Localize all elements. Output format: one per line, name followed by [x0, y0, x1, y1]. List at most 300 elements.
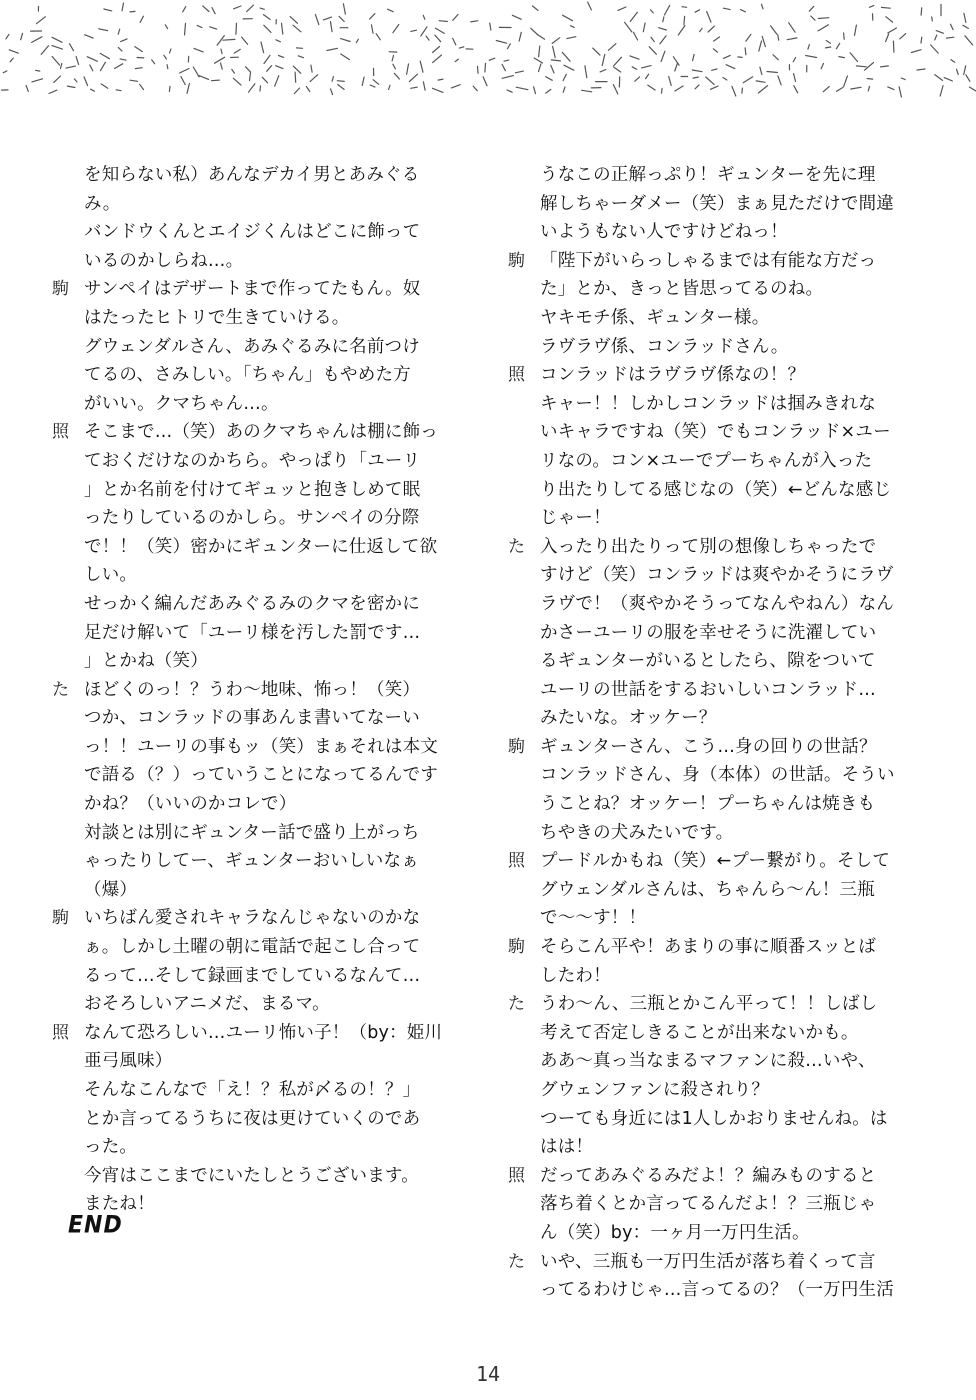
text-line: うことね？オッケー！プーちゃんは焼きも [540, 794, 876, 815]
pattern-dash [181, 77, 185, 85]
speaker-mark: 照 [52, 422, 69, 443]
pattern-dash [762, 37, 765, 47]
text-line: で語る（？）っていうことになってるんです [84, 765, 438, 786]
text-line: ん（笑）by：一ヶ月一万円生活。 [540, 1222, 810, 1243]
pattern-dash [194, 48, 203, 52]
text-line: た」とか、きっと皆思ってるのね。 [540, 279, 824, 300]
pattern-dash [407, 64, 409, 74]
pattern-dash [197, 25, 202, 27]
pattern-dash [338, 85, 344, 90]
pattern-dash [818, 25, 828, 31]
pattern-dash [120, 59, 126, 60]
text-line: で～～す！！ [540, 908, 647, 929]
text-line: したわ！ [540, 965, 611, 986]
pattern-dash [421, 27, 427, 36]
pattern-dash [236, 23, 237, 34]
pattern-dash [538, 35, 545, 39]
pattern-dash [116, 90, 121, 91]
text-line: り出たりしてる感じなの（笑）←どんな感じ [540, 479, 892, 500]
pattern-dash [373, 80, 379, 85]
pattern-dash [844, 33, 845, 39]
text-line: だってあみぐるみだよ！？編みものすると [540, 1165, 877, 1186]
pattern-dash [130, 11, 135, 12]
pattern-dash [67, 86, 75, 87]
pattern-dash [888, 87, 894, 90]
pattern-dash [341, 39, 351, 42]
pattern-dash [455, 59, 458, 62]
dialogue-block [508, 533, 928, 733]
pattern-dash [212, 8, 215, 14]
pattern-dash [723, 78, 727, 81]
pattern-dash [771, 26, 777, 34]
pattern-dash [10, 58, 13, 62]
pattern-dash [844, 76, 848, 87]
pattern-dash [563, 74, 566, 80]
dialogue-block [52, 161, 472, 218]
pattern-dash [762, 4, 764, 9]
pattern-dash [135, 68, 142, 69]
text-line: 対談とは別にギュンター話で盛り上がっち [84, 822, 420, 843]
page-number: 14 [475, 1362, 501, 1386]
dialogue-block [508, 247, 928, 361]
pattern-dash [660, 36, 666, 44]
pattern-dash [356, 39, 358, 42]
pattern-dash [293, 25, 301, 32]
text-line: つか、コンラッドの事あんま書いてなーい [84, 708, 420, 729]
pattern-dash [389, 85, 390, 89]
text-line: ギュンターさん、こう…身の回りの世話？ [540, 736, 877, 757]
pattern-dash [851, 87, 861, 89]
pattern-dash [532, 6, 538, 10]
pattern-dash [712, 69, 717, 70]
pattern-dash [332, 77, 333, 82]
text-line: ておくだけなのかちら。やっぱり「ユーリ [84, 450, 421, 471]
pattern-dash [459, 47, 463, 48]
pattern-dash [165, 25, 167, 29]
pattern-dash [21, 33, 23, 39]
pattern-dash [32, 37, 42, 43]
dialogue-block [508, 733, 928, 847]
text-line: 解しちゃーダメー（笑）まぁ見ただけで間違 [540, 193, 894, 214]
pattern-dash [935, 75, 943, 81]
pattern-dash [193, 67, 199, 77]
pattern-dash [393, 64, 396, 69]
pattern-dash [946, 37, 954, 38]
pattern-dash [808, 45, 810, 50]
end-mark: END [68, 1211, 123, 1240]
pattern-dash [167, 65, 168, 69]
pattern-dash [341, 54, 350, 60]
text-line: グウェンダルさん、あみぐるみに名前つけ [84, 336, 420, 357]
pattern-dash [260, 8, 264, 9]
pattern-dash [693, 54, 695, 60]
speaker-mark: 駒 [508, 250, 525, 271]
pattern-dash [931, 45, 939, 53]
pattern-dash [935, 35, 937, 40]
pattern-dash [684, 16, 685, 24]
pattern-dash [663, 17, 664, 22]
pattern-dash [54, 76, 61, 82]
pattern-dash [632, 67, 637, 70]
pattern-dash [242, 37, 248, 44]
pattern-dash [263, 15, 270, 20]
pattern-dash [695, 10, 700, 12]
pattern-dash [392, 56, 393, 61]
pattern-dash [936, 31, 943, 34]
text-line: ゃったりしてー、ギュンターおいしいなぁ [84, 851, 419, 872]
pattern-dash [608, 44, 616, 51]
pattern-dash [279, 56, 284, 58]
pattern-dash [311, 65, 312, 72]
pattern-dash [969, 87, 976, 91]
pattern-dash [409, 74, 417, 81]
text-line: またね！ [84, 1194, 155, 1215]
pattern-dash [420, 61, 423, 72]
dialogue-block [52, 1019, 472, 1219]
text-line: るって…そして録画までしているなんて… [84, 965, 421, 986]
pattern-dash [370, 85, 375, 87]
pattern-dash [478, 66, 479, 73]
pattern-dash [756, 81, 765, 82]
pattern-dash [692, 70, 702, 72]
pattern-dash [388, 9, 394, 12]
pattern-dash [84, 77, 88, 86]
pattern-dash [893, 41, 894, 52]
pattern-dash [362, 77, 364, 85]
pattern-dash [850, 53, 857, 62]
pattern-dash [811, 16, 815, 20]
pattern-dash [453, 38, 456, 45]
text-line: はたったヒトリで生きていける。 [84, 307, 350, 328]
header-dash-pattern [0, 0, 976, 100]
pattern-dash [411, 87, 418, 88]
pattern-dash [394, 73, 399, 79]
dialogue-block [52, 676, 472, 905]
pattern-dash [36, 70, 40, 71]
pattern-dash [215, 57, 225, 63]
pattern-dash [899, 87, 901, 97]
pattern-dash [823, 87, 829, 92]
pattern-dash [199, 76, 209, 80]
left-column [52, 161, 472, 1219]
pattern-dash [669, 77, 672, 86]
pattern-dash [435, 28, 444, 33]
pattern-dash [723, 8, 730, 9]
pattern-dash [246, 67, 250, 72]
pattern-dash [818, 18, 829, 19]
pattern-dash [826, 41, 830, 44]
pattern-dash [613, 85, 618, 94]
pattern-dash [921, 37, 922, 43]
pattern-dash [551, 65, 554, 73]
pattern-dash [651, 37, 654, 41]
pattern-dash [564, 65, 574, 70]
pattern-dash [614, 57, 622, 66]
pattern-dash [741, 10, 746, 12]
dialogue-block [52, 418, 472, 675]
dialogue-block [508, 361, 928, 533]
text-line: 足だけ解いて「ユーリ様を汚した罰です… [84, 622, 421, 643]
pattern-dash [966, 75, 970, 81]
text-line: グウェンファンに殺されり？ [540, 1080, 770, 1100]
text-line: キャー！！しかしコンラッドは掴みきれな [540, 393, 876, 414]
speaker-mark: 駒 [52, 279, 69, 300]
pattern-dash [90, 65, 93, 71]
pattern-dash [393, 25, 399, 33]
pattern-dash [232, 69, 235, 73]
pattern-dash [837, 88, 843, 92]
speaker-mark: 照 [508, 851, 525, 872]
pattern-dash [726, 65, 735, 69]
pattern-dash [298, 56, 303, 58]
text-line: いるのかしらね…。 [84, 250, 244, 271]
pattern-dash [534, 58, 542, 63]
pattern-dash [881, 66, 889, 67]
pattern-dash [932, 17, 933, 21]
pattern-dash [140, 84, 144, 89]
pattern-dash [76, 57, 79, 65]
pattern-dash [855, 25, 857, 35]
pattern-dash [951, 24, 954, 29]
pattern-dash [275, 76, 279, 87]
text-line: そんなこんなで「え！？私が〆るの！？」 [84, 1080, 421, 1100]
pattern-dash [794, 86, 798, 93]
text-line: グウェンダルさんは、ちゃんら～ん！三瓶 [540, 879, 875, 900]
right-column [508, 161, 928, 1305]
dialogue-block [508, 933, 928, 990]
pattern-dash [485, 63, 486, 72]
pattern-dash [293, 66, 301, 73]
pattern-dash [52, 46, 62, 50]
pattern-dash [552, 38, 560, 44]
pattern-dash [693, 77, 698, 78]
pattern-dash [183, 7, 186, 12]
pattern-dash [675, 86, 683, 91]
speaker-mark: 照 [52, 1022, 69, 1043]
text-line: しい。 [84, 565, 138, 586]
pattern-dash [531, 28, 538, 35]
text-line: じゃー！ [540, 508, 611, 529]
text-line: で！！（笑）密かにギュンターに仕返して欲 [84, 536, 438, 557]
pattern-dash [534, 87, 536, 94]
text-line: っ！！ユーリの事もッ（笑）まぁそれは本文 [84, 736, 438, 757]
pattern-dash [649, 47, 656, 55]
pattern-dash [276, 66, 283, 69]
pattern-dash [52, 37, 62, 42]
pattern-dash [539, 46, 540, 57]
text-line: 」とかね（笑） [84, 651, 208, 672]
speaker-mark: 照 [508, 1165, 525, 1186]
pattern-dash [118, 47, 122, 51]
dialogue-block [52, 275, 472, 418]
pattern-dash [372, 25, 374, 33]
dialogue-block [508, 161, 928, 247]
pattern-dash [331, 22, 333, 32]
pattern-dash [87, 57, 97, 62]
text-line: そらこん平や！あまりの事に順番スッとば [540, 937, 877, 958]
pattern-dash [294, 88, 299, 94]
text-line: 入ったり出たりって別の想像しちゃったで [540, 536, 877, 557]
pattern-dash [169, 86, 170, 91]
pattern-dash [868, 86, 869, 91]
pattern-dash [121, 39, 127, 42]
pattern-dash [826, 47, 831, 48]
pattern-dash [483, 77, 487, 86]
pattern-dash [276, 40, 281, 42]
pattern-dash [546, 89, 551, 93]
text-line: コンラッドはラヴラヴ係なの！？ [540, 365, 806, 386]
pattern-dash [502, 64, 505, 70]
pattern-dash [337, 81, 344, 82]
text-line: ちやきの犬みたいです。 [540, 822, 734, 843]
pattern-dash [888, 28, 897, 33]
pattern-dash [515, 71, 523, 73]
speaker-mark: 駒 [52, 908, 69, 929]
pattern-dash [247, 5, 254, 11]
pattern-dash [882, 7, 891, 8]
pattern-dash [264, 25, 271, 32]
pattern-dash [135, 47, 143, 52]
pattern-dash [921, 8, 922, 15]
pattern-dash [473, 86, 477, 91]
pattern-dash [678, 26, 685, 36]
pattern-dash [234, 49, 240, 53]
dialogue-block [508, 990, 928, 1162]
pattern-dash [625, 22, 632, 32]
pattern-dash [614, 67, 621, 72]
text-line: ユーリの世話をするおいしいコンラッド… [540, 679, 876, 700]
pattern-dash [37, 17, 46, 24]
pattern-dash [212, 80, 220, 81]
dialogue-block [52, 218, 472, 275]
text-line: ぁ。しかし土曜の朝に電話で起こし合って [84, 937, 421, 958]
pattern-dash [618, 7, 626, 10]
pattern-dash [582, 90, 592, 92]
pattern-dash [516, 87, 528, 90]
pattern-dash [49, 90, 57, 93]
pattern-dash [714, 37, 720, 41]
pattern-dash [743, 77, 753, 83]
pattern-dash [221, 49, 222, 53]
pattern-dash [249, 84, 255, 93]
text-line: てるの、さみしい。「ちゃん」もやめた方 [84, 365, 411, 386]
pattern-dash [651, 10, 654, 13]
pattern-dash [917, 69, 925, 70]
pattern-dash [856, 66, 866, 67]
pattern-dash [267, 66, 272, 72]
text-line: ってるわけじゃ…言ってるの？（一万円生活 [540, 1280, 894, 1301]
text-line: そこまで…（笑）あのクマちゃんは棚に飾っ [84, 422, 438, 443]
text-line: ああ～真っ当なまるマファンに殺…いや、 [540, 1051, 876, 1072]
pattern-dash [767, 72, 777, 73]
pattern-dash [635, 77, 640, 81]
pattern-dash [315, 15, 318, 25]
text-line: コンラッドさん、身（本体）の世話。そうい [540, 765, 895, 786]
pattern-dash [789, 23, 795, 32]
text-line: プードルかもね（笑）←プー繋がり。そして [540, 851, 891, 872]
pattern-dash [571, 26, 575, 28]
pattern-dash [732, 86, 736, 96]
text-line: かね？（いいのかコレで） [84, 794, 297, 815]
text-line: うわ～ん、三瓶とかこん平って！！しばし [540, 994, 878, 1015]
pattern-dash [886, 17, 893, 22]
pattern-dash [140, 16, 143, 22]
text-line: ほどくのっ！？うわ～地味、怖っ！（笑） [84, 679, 421, 700]
text-line: ラヴラヴ係、コンラッドさん。 [540, 336, 789, 357]
pattern-dash [940, 86, 943, 96]
pattern-dash [965, 36, 973, 45]
text-line: とか言ってるうちに夜は更けていくのであ [84, 1108, 421, 1129]
pattern-dash [310, 75, 318, 82]
pattern-dash [52, 57, 59, 66]
pattern-dash [901, 78, 905, 80]
pattern-dash [433, 55, 442, 63]
pattern-dash [170, 49, 171, 53]
text-line: 今宵はここまでにいたしとうございます。 [84, 1165, 419, 1186]
text-line: るギュンターがいるとしたら、隙をついて [540, 651, 876, 672]
text-line: みたいな。オッケー？ [540, 708, 717, 729]
pattern-dash [585, 66, 587, 78]
pattern-dash [221, 63, 223, 69]
pattern-dash [306, 87, 310, 92]
pattern-dash [438, 79, 443, 80]
pattern-dash [250, 72, 251, 81]
text-line: なんて恐ろしい…ユーリ怖い子！（by：姫川 [84, 1022, 443, 1043]
pattern-dash [759, 41, 762, 51]
text-line: リなの。コン×ユーでプーちゃんが入った [540, 450, 873, 471]
pattern-dash [839, 57, 845, 58]
pattern-dash [343, 4, 345, 15]
speaker-mark: た [508, 994, 525, 1015]
pattern-dash [562, 52, 570, 61]
pattern-dash [489, 58, 495, 60]
pattern-dash [6, 34, 9, 39]
pattern-dash [507, 44, 510, 49]
pattern-dash [911, 50, 921, 53]
pattern-dash [101, 84, 108, 88]
pattern-dash [642, 66, 651, 68]
pattern-dash [563, 15, 573, 21]
pattern-dash [26, 86, 28, 92]
pattern-dash [951, 60, 955, 63]
dialogue-block [52, 904, 472, 1018]
pattern-dash [723, 55, 730, 58]
pattern-dash [264, 55, 270, 63]
speaker-mark: 照 [508, 365, 525, 386]
text-line: はは！ [540, 1137, 594, 1158]
pattern-dash [261, 42, 264, 53]
text-line: かさーユーリの服を幸せそうに洗濯してい [540, 622, 877, 643]
pattern-dash [210, 27, 217, 29]
pattern-dash [331, 89, 333, 95]
text-line: （爆） [84, 879, 138, 900]
pattern-dash [70, 44, 74, 51]
text-line: ったりしているのかしら。サンペイの分際 [84, 508, 420, 529]
pattern-dash [659, 28, 667, 30]
pattern-dash [507, 90, 512, 92]
pattern-dash [957, 69, 959, 74]
pattern-dash [593, 48, 600, 55]
pattern-dash [61, 64, 62, 69]
text-line: おそろしいアニメだ、まるマ。 [84, 994, 330, 1015]
pattern-dash [673, 57, 679, 65]
pattern-dash [99, 29, 108, 31]
pattern-dash [130, 80, 138, 81]
pattern-dash [41, 46, 48, 55]
speaker-mark: た [508, 1251, 525, 1272]
pattern-dash [323, 17, 331, 20]
text-line: バンドウくんとエイジくんはどこに飾って [84, 222, 421, 243]
